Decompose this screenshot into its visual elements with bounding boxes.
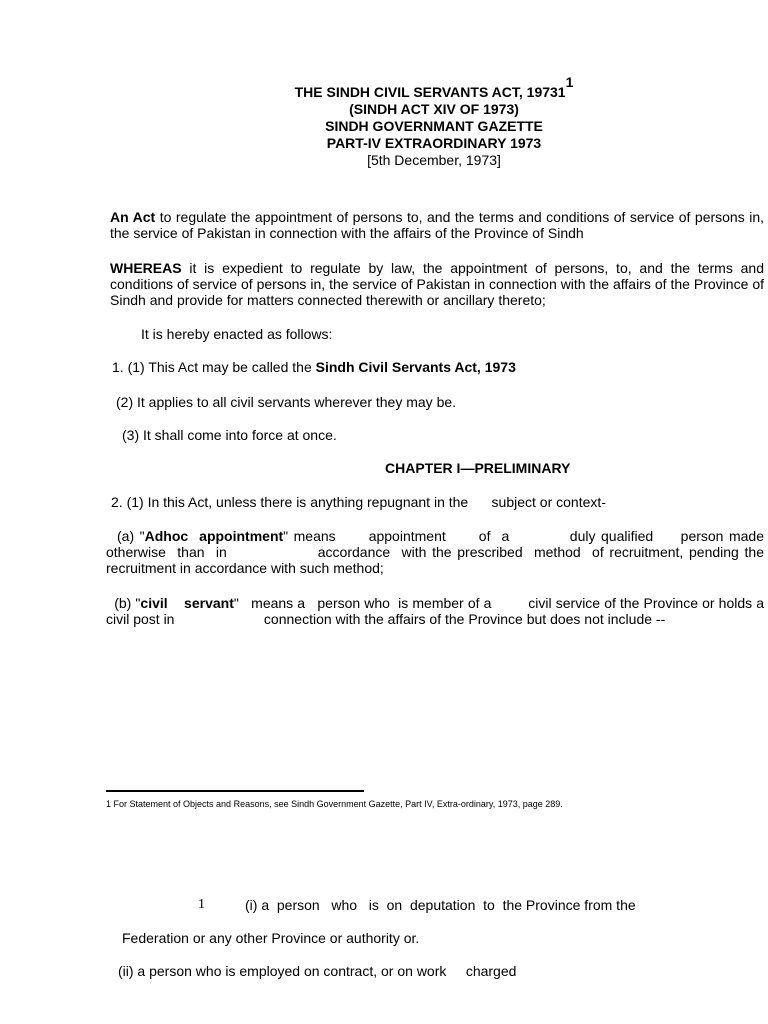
- exclusion-i-line-1: (i) a person who is on deputation to the Province from the: [245, 897, 636, 913]
- title-line-3: SINDH GOVERNMANT GAZETTE: [325, 118, 543, 134]
- title-line-1: THE SINDH CIVIL SERVANTS ACT, 19731$^1$: [294, 74, 574, 100]
- definition-adhoc-appointment: (a) "Adhoc appointment" means appointment of a duly qualified person made otherwise than in accordance with the prescribed method of recruitment, pending the recruitment in accordance with such method;: [106, 528, 768, 576]
- title-line-4: PART-IV EXTRAORDINARY 1973: [326, 135, 542, 151]
- chapter-heading: CHAPTER I—PRELIMINARY: [385, 460, 571, 476]
- section-1-3: (3) It shall come into force at once.: [122, 427, 337, 443]
- exclusion-i-line-2: Federation or any other Province or authority or.: [122, 930, 420, 946]
- an-act-lead: An Act: [110, 209, 156, 225]
- document-title: [0, 74, 768, 169]
- whereas-paragraph: [110, 260, 764, 308]
- act-short-title: Sindh Civil Servants Act, 1973: [315, 359, 516, 375]
- footnote-marker: 1: [565, 74, 574, 90]
- section-2-intro: 2. (1) In this Act, unless there is anything repugnant in the subject or context-: [111, 494, 606, 510]
- term-adhoc-appointment: Adhoc appointment: [144, 528, 284, 544]
- title-date: [5th December, 1973]: [367, 152, 501, 168]
- term-civil-servant: civil servant: [140, 595, 234, 611]
- exclusion-ii-line-1: (ii) a person who is employed on contract, or on work charged: [118, 963, 517, 979]
- whereas-text: it is expedient to regulate by law, the appointment of persons, to, and the terms and conditions of service of persons in, the service of Pakistan in connection with the affairs of the Province of Sindh and provide for matters connected therewith or ancillary thereto;: [110, 260, 764, 308]
- page-number: 1: [198, 897, 205, 912]
- enacted-clause: It is hereby enacted as follows:: [141, 326, 333, 342]
- footnote-separator: [106, 790, 364, 792]
- an-act-text: to regulate the appointment of persons to, and the terms and conditions of service of persons in, the service of Pakistan in connection with the affairs of the Province of Sindh: [110, 209, 764, 241]
- an-act-paragraph: [110, 209, 764, 241]
- section-1-1: 1. (1) This Act may be called the Sindh Civil Servants Act, 1973: [112, 359, 516, 375]
- title-line-2: (SINDH ACT XIV OF 1973): [349, 101, 519, 117]
- whereas-lead: WHEREAS: [110, 260, 182, 276]
- footnote-text: 1 For Statement of Objects and Reasons, see Sindh Government Gazette, Part IV, Extra-ordinary, 1973, page 289.: [106, 799, 563, 809]
- definition-civil-servant: (b) "civil servant" means a person who is member of a civil service of the Province or holds a civil post in connection with the affairs of the Province but does not include --: [106, 595, 768, 627]
- section-1-2: (2) It applies to all civil servants wherever they may be.: [116, 394, 457, 410]
